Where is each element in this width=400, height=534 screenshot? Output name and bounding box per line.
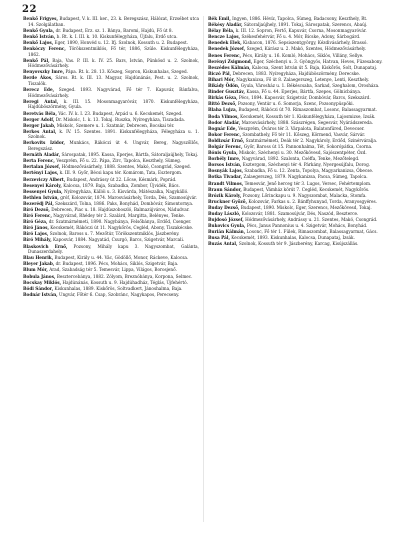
entry-text: Besztercebánya, 1882. Zólyom, Breznóbánya, Korpona, Selmec. <box>56 273 193 279</box>
directory-entry <box>23 207 199 213</box>
directory-entry <box>208 40 384 46</box>
entry-text: Nagyvárad, 1892. Szalonta, Cséffa, Tenke, Mezőtelegd. <box>241 156 360 162</box>
entry-name: Bernáth Aladár, <box>23 152 61 158</box>
directory-entry <box>208 71 384 77</box>
entry-text: Pécs, 1894. Kaposvár, Szigetvár, Dombóvár, Barcs, Szekszárd. <box>238 95 371 101</box>
entry-text: Budapest, V. k. III. ker., 23. k. Beregszász, Hálózat, Erzsébet utca 14. Szolgálatban. <box>28 16 199 27</box>
entry-name: Benedek József, <box>208 46 246 52</box>
entry-name: Botka Tivadar, <box>208 174 243 180</box>
entry-text: Pozsony, Mihály kapu 3. Nagyszombat, Galánta, Dunaszerdahely. <box>28 243 199 255</box>
directory-entry <box>23 183 199 189</box>
entry-name: Bertalan József, <box>23 164 61 170</box>
entry-name: Buday Dezső, <box>208 204 240 210</box>
entry-text: dr. Budapest, Erz. sz. 1. Bánya, Baromi, Hajdú, Fő út 8. <box>55 27 173 33</box>
directory-entry <box>23 231 199 237</box>
entry-text: Budapest, Vámház körút 7. Cegléd, Kecskemét, Nagykőrös. <box>243 186 370 192</box>
entry-text: Debrecen, Piac u. 18. Hajdúszoboszló, Balmazújváros, Nádudvar. <box>51 207 190 212</box>
directory-entry <box>208 28 384 34</box>
directory-entry <box>23 292 199 298</box>
entry-text: k. IV. 15. Szentes. 1891. Kiskunfélegyháza, Félegyháza u. 1. Szolnok. <box>28 128 199 140</box>
entry-text: Kaposvár, 1884. Nagyatád, Csurgó, Barcs, Szigetvár, Marcali. <box>53 237 185 243</box>
directory-entry <box>23 99 199 110</box>
left-column <box>23 16 199 528</box>
entry-text: Sáros. Rt. k. III. 13. Magyar, Hajdúnánás, Pest. u. 2. Szolnok, Tiszalök. <box>28 75 199 87</box>
directory-entry <box>208 156 384 162</box>
entry-text: Eger, Széchenyi u. 3. Gyöngyös, Hatvan, Heves, Füzesabony. <box>253 58 383 64</box>
entry-text: Veszprém, Óváros tér 3. Várpalota, Balatonfüred, Devecser. <box>238 125 365 131</box>
directory-entry <box>23 34 199 40</box>
entry-text: Dr. Miskolc, 1. k. 13. Tokaj. Ruszka, Nyíregyháza, Tiszadada. <box>55 116 186 122</box>
column-divider <box>203 16 204 522</box>
directory-entry <box>23 123 199 129</box>
entry-text: k. III. 15. Mosonmagyaróvár, 1870. Kiskunfélegyháza, Hajdúböszörmény, Gyula. <box>28 98 199 110</box>
entry-name: Bélay Béla, <box>208 28 235 34</box>
directory-entry <box>208 22 384 28</box>
entry-name: Bíró Dezső, <box>23 207 50 212</box>
entry-text: Győr, Baross út 15. Pannonhalma, Tét, Sokorópátka, Csorna. <box>243 143 373 149</box>
entry-name: Bobula János, <box>23 273 56 279</box>
entry-name: Bujdosó József, <box>208 217 244 223</box>
entry-text: Losonc, Fő tér 1. Fülek, Rimaszombat, Balassagyarmat, Gács. <box>246 229 378 235</box>
entry-name: Boda Vilmos, <box>208 113 239 119</box>
entry-text: Budapest, 1890. Miskolc, Eger, Szerencs, Mezőkövesd, Tokaj. <box>240 204 372 210</box>
entry-text: Kiskunhalas, 1889. Kiskőrös, Soltvadkert, Jánoshalma, Baja. <box>54 285 183 291</box>
entry-text: Hajdúnánás, Kossuth u. 9. Hajdúhadház, Téglás, Újfehértó. <box>62 279 188 285</box>
entry-name: Berger Adolf, <box>23 116 55 122</box>
entry-name: Blau Henrik, <box>23 255 54 261</box>
entry-text: Hódmezővásárhely, Andrássy u. 21. Szentes, Makó, Csongrád. <box>245 217 378 223</box>
entry-name: Bihari Mór, <box>208 76 235 82</box>
entry-text: Kassa, Fő u. 44. Eperjes, Bártfa, Szepes, Gölnicbánya. <box>246 89 362 95</box>
entry-name: Benkő Lajos, <box>23 39 54 45</box>
directory-entry <box>23 274 199 280</box>
directory-entry <box>23 213 199 219</box>
entry-name: Bék Emil, <box>208 16 231 21</box>
entry-text: Nyíregyháza, Kállói u. 3. Kisvárda, Mátészalka, Nagykálló. <box>63 188 189 194</box>
entry-name: Berecz Ede, <box>23 87 55 93</box>
entry-text: Szeged, Kárász u. 2. Makó, Szentes, Hódmezővásárhely. <box>246 46 367 52</box>
entry-text: Miskolc, Szemere u. 1. Szatmár, Debrecen, Bocskai tér. <box>56 122 175 128</box>
entry-name: Bethlen István, <box>23 194 59 200</box>
entry-name: Beszédes Kálmán, <box>208 64 251 70</box>
directory-entry <box>208 241 384 247</box>
entry-name: Bognár Ede, <box>208 125 237 131</box>
entry-name: Borsos István, <box>208 162 242 168</box>
entry-name: Beretvás Béla, <box>23 110 57 116</box>
directory-entry <box>23 219 199 225</box>
entry-text: Sátoraljaújhely, 1891. Tokaj, Sárospatak, Szerencs, Abaúj. <box>243 22 368 28</box>
directory-entry <box>23 87 199 98</box>
entry-text: Veszprém, Fő u. 22. Pápa, Zirc, Tapolca, Keszthely, Sümeg. <box>56 158 182 164</box>
directory-entry <box>23 152 199 158</box>
directory-entry <box>23 201 199 207</box>
entry-text: Szombathely, Fő tér 11. Kőszeg, Körmend, Vasvár, Sárvár. <box>242 131 366 137</box>
directory-entry <box>23 46 199 57</box>
entry-name: Bencze Lajos, <box>208 34 241 40</box>
entry-text: Pécs, Király u. 16. Komló, Mohács, Siklós, Villány, Sellye. <box>242 52 364 58</box>
entry-name: Bolgár Ferenc, <box>208 143 243 149</box>
directory-entry <box>23 170 199 176</box>
entry-text: Arad, Szabadság tér 5. Temesvár, Lippa, Világos, Borosjenő. <box>49 267 177 273</box>
entry-text: gróf, Kolozsvár, 1874. Marosvásárhely, Torda, Dés, Szamosújvár. <box>60 194 197 200</box>
directory-entry <box>208 126 384 132</box>
directory-entry <box>23 267 199 273</box>
directory-entry <box>23 195 199 201</box>
entry-text: Szekszárd, Tolna, 1886. Paks, Bonyhád, Dombóvár, Simontornya. <box>55 200 194 206</box>
entry-name: Bezerédj Pál, <box>23 200 54 206</box>
directory-entry <box>23 111 199 117</box>
directory-entry <box>23 58 199 69</box>
entry-name: Békésy Aladár, <box>208 22 243 28</box>
entry-name: Bertényi Lajos, <box>23 170 59 176</box>
entry-name: Buzás Antal, <box>208 241 238 247</box>
entry-text: Zalaegerszeg, 1879. Nagykanizsa, Pacsa, Sümeg, Tapolca. <box>243 174 368 180</box>
directory-entry <box>23 244 199 255</box>
entry-name: Bleyer Jakab, <box>23 261 55 267</box>
entry-text: Szatmárnémeti, Deák tér 2. Nagykároly, Erdőd, Szinérváralja. <box>245 137 378 143</box>
entry-text: Szolnok, Kossuth tér 9. Jászberény, Karcag, Kisújszállás. <box>238 241 359 247</box>
entry-text: k. III. 9. Győr, Bécsi kapu tér. Komárom, Tata, Esztergom. <box>59 170 183 176</box>
entry-text: Vác. IV. k. I. 23. Budapest, Árpád u. 6. Kecskemét, Szeged. <box>58 110 183 116</box>
entry-text: Debrecen, 1883. Nyíregyháza, Hajdúböszörmény, Derecske. <box>232 70 361 76</box>
entry-name: Berde Ákos, <box>23 75 53 81</box>
entry-name: Berzeviczy Albert, <box>23 176 66 182</box>
entry-text: Kolozsvár, Farkas u. 2. Bánffyhunyad, Torda, Aranyosgyéres. <box>248 198 378 204</box>
directory-entry <box>208 193 384 199</box>
directory-entry <box>208 199 384 205</box>
entry-name: Blaha Lujza, <box>208 107 238 113</box>
directory-entry <box>208 53 384 59</box>
directory-entry <box>208 187 384 193</box>
entry-text: Szeged. 1893. Nagyvárad, Fő tér 7. Kapuvár, Bánfalva, Hódmezővásárhely. <box>28 87 199 98</box>
entry-text: Kecskemét, Rákóczi út 11. Nagykőrös, Cegléd, Abony, Tiszakécske. <box>50 225 194 231</box>
entry-text: Ungvár, Főtér 6. Csap, Szobránc, Nagykapos, Perecseny. <box>58 291 180 297</box>
directory-entry <box>23 75 199 86</box>
entry-name: Bíró Mihály, <box>23 237 52 243</box>
directory-entry <box>208 181 384 187</box>
entry-text: k. III. 12. Sopron, Fertő, Kapuvár, Csorna, Mosonmagyaróvár. <box>235 28 367 34</box>
entry-text: Ingyen, 1886. Hévíz, Tapolca, Sümeg, Badacsony, Keszthely, Rt. <box>232 16 368 21</box>
directory-entry <box>208 34 384 40</box>
entry-name: Bittó Dezső, <box>208 101 237 107</box>
entry-text: Pozsony, Ventúr u. 6. Somorja, Szenc, Pozsonypüspöki. <box>237 101 354 107</box>
directory-entry <box>23 129 199 140</box>
entry-name: Borbély Imre, <box>208 156 241 162</box>
directory-entry <box>23 280 199 286</box>
directory-entry <box>208 46 384 52</box>
directory-entry <box>23 164 199 170</box>
entry-text: Pápa. Rt. k. 28. 13. Kőszeg, Sopron, Kiskunhalas, Szeged. <box>65 69 189 75</box>
entry-text: Szolnok, Baross u. 7. Mezőtúr, Törökszentmiklós, Jászberény. <box>49 231 180 237</box>
entry-text: Marosvásárhely, 1888. Szászrégen, Segesvár, Nyárádszereda. <box>241 119 374 125</box>
directory-entry <box>208 168 384 174</box>
entry-name: Benkő Pál, <box>23 57 50 63</box>
entry-text: dr. Szatmárnémeti, 1890. Nagybánya, Felsőbánya, Erdőd, Csenger. <box>48 219 192 225</box>
directory-entry <box>23 237 199 243</box>
entry-name: Bocskay Miklós, <box>23 279 62 285</box>
entry-text: Eger, 1890, Honvéd u. 12. Ifj. Szolnok, Kossuth u. 2. Budapest. <box>54 39 189 45</box>
entry-text: Kecskemét, 1893. Kiskunhalas, Kalocsa, Dunapataj, Izsák. <box>231 235 355 241</box>
entry-name: Berta Ferenc, <box>23 158 55 164</box>
entry-text: dr. Budapest, 1896. Pécs, Mohács, Siklós, Szigetvár, Baja. <box>55 261 179 267</box>
directory-entry <box>208 101 384 107</box>
directory-entry <box>208 144 384 150</box>
directory-entry <box>23 40 199 46</box>
entry-name: Bessenyei Gyula, <box>23 188 63 194</box>
entry-name: Bodnár István, <box>23 291 58 297</box>
entry-name: Buday László, <box>208 211 241 216</box>
entry-name: Boldizsár Ernő, <box>208 137 245 143</box>
entry-text: Kisbacon, 1876. Sepsiszentgyörgy, Kézdivásárhely, Brassó. <box>243 40 368 46</box>
directory-entry <box>208 150 384 156</box>
entry-text: Budapest, Király u. 44. Vác, Gödöllő, Monor, Ráckeve, Kalocsa. <box>54 255 189 261</box>
entry-name: Bokor Ferenc, <box>208 131 242 137</box>
entry-name: Blaskovich Ernő, <box>23 243 68 249</box>
directory-entry <box>23 16 199 27</box>
directory-entry <box>208 205 384 211</box>
entry-text: Miskolc, Széchenyi u. 30. Mezőkövesd, Sajószentpéter, Ózd. <box>238 150 367 156</box>
entry-name: Braun Sándor, <box>208 186 242 192</box>
entry-text: Sárospatak, 1895. Kassa, Eperjes, Bártfa, Sátoraljaújhely, Tokaj. <box>61 152 199 158</box>
directory-entry <box>208 138 384 144</box>
entry-name: Berkovits Izidor, <box>23 140 65 146</box>
entry-text: Gyula, Városház u. 1. Békéscsaba, Sarkad, Szeghalom, Orosháza. <box>240 83 380 89</box>
directory-entry <box>23 261 199 267</box>
directory-entry <box>208 211 384 217</box>
entry-text: Kecskemét, Kossuth tér 1. Kiskunfélegyháza, Lajosmizse, Izsák. <box>240 113 376 119</box>
entry-text: Nagykanizsa, Fő út 8. Zalaegerszeg, Letenye, Lenti, Keszthely. <box>236 76 370 82</box>
directory-entry <box>208 16 384 22</box>
directory-entry <box>208 114 384 120</box>
directory-entry <box>208 120 384 126</box>
entry-name: Burián Kálmán, <box>208 229 246 235</box>
entry-text: Székesfehérvár, Fő u. 4. Mór, Bicske, Adony, Sárbogárd. <box>241 34 361 40</box>
directory-entry <box>208 95 384 101</box>
entry-text: Munkács, Rákóczi út 4. Ungvár, Bereg, Nagyszőllős, Beregszász. <box>28 140 199 152</box>
directory-entry <box>23 225 199 231</box>
directory-entry <box>23 189 199 195</box>
directory-entry <box>23 117 199 123</box>
entry-text: Kalocsa, 1879. Baja, Szabadka, Zombor, Újvidék, Bács. <box>63 182 180 188</box>
entry-name: Beregi Antal, <box>23 98 59 104</box>
directory-entry <box>208 174 384 180</box>
entry-name: Bukovics Gyula, <box>208 223 246 229</box>
directory-entry <box>23 286 199 292</box>
entry-text: Esztergom, Széchenyi tér 4. Párkány, Nyergesújfalu, Dorog. <box>242 162 371 168</box>
entry-name: Benkő István, <box>23 33 56 39</box>
directory-entry <box>208 223 384 229</box>
entry-name: Benyovszky Imre, <box>23 69 65 75</box>
entry-name: Bódi Sándor, <box>23 285 54 291</box>
entry-name: Benkő Frigyes, <box>23 16 58 21</box>
directory-entry <box>208 217 384 223</box>
entry-name: Berényi Zsigmond, <box>208 58 253 64</box>
entry-name: Busa Pál, <box>208 235 230 241</box>
entry-text: Nagyvárad, Rhédey tér 2. Szalárd, Margitta, Belényes, Tenke. <box>53 213 185 219</box>
entry-name: Besenyei Károly, <box>23 182 62 188</box>
directory-entry <box>208 59 384 65</box>
directory-entry <box>208 83 384 89</box>
directory-entry <box>208 162 384 168</box>
entry-text: Pozsony, Lőrinckapu u. 9. Nagyszombat, Malacka, Stomfa. <box>242 192 367 198</box>
directory-entry <box>23 158 199 164</box>
entry-name: Bosnyák Lajos, <box>208 168 244 174</box>
right-column <box>208 16 384 528</box>
entry-name: Bikády Ödön, <box>208 83 240 89</box>
entry-text: Baja, Vas. P. III. k. IV. 25. Bars, István, Pünkösd u. 2. Szolnok, Hódmezővásárhely. <box>28 57 199 69</box>
entry-text: Törökszentmiklós, Fő tér, 1886, Szüle. Kiskunfélegyháza, 1862. <box>28 45 199 57</box>
entry-name: Bíró János, <box>23 225 49 231</box>
entry-name: Brandt Vilmos, <box>208 180 244 186</box>
directory-entry <box>208 235 384 241</box>
entry-name: Bíró Ferenc, <box>23 213 52 219</box>
page-number: 22 <box>22 4 37 15</box>
directory-entry <box>208 132 384 138</box>
entry-name: Brózik Károly, <box>208 192 242 198</box>
entry-name: Bíró Lajos, <box>23 231 49 237</box>
entry-text: Hódmezővásárhely, 1888. Szentes, Makó, Csongrád, Szeged. <box>61 164 191 170</box>
entry-name: Berkes Antal, <box>23 128 57 134</box>
directory-entry <box>208 65 384 71</box>
entry-name: Benkő Gyula, <box>23 27 55 33</box>
entry-text: Pécs, Janus Pannonius u. 4. Szigetvár, Mohács, Bonyhád. <box>246 223 368 229</box>
entry-name: Bónis Gyula, <box>208 150 238 156</box>
directory-entry <box>23 69 199 75</box>
entry-text: Budapest, Andrássy út 22. Lőcse, Késmárk, Poprád. <box>66 176 177 182</box>
entry-name: Biczó Pál, <box>208 70 232 76</box>
directory-entry <box>23 177 199 183</box>
directory-entry <box>208 107 384 113</box>
directory-entry <box>208 89 384 95</box>
entry-name: Berger Jakab, <box>23 122 56 128</box>
entry-name: Benes Ferenc, <box>208 52 242 58</box>
directory-entry <box>208 229 384 235</box>
entry-name: Blum Mór, <box>23 267 48 273</box>
entry-text: Kalocsa, Szent István út 5. Baja, Kiskőrös, Solt, Dunapataj. <box>251 64 378 70</box>
entry-text: Kolozsvár, 1881. Szamosújvár, Dés, Naszód, Beszterce. <box>241 211 359 216</box>
entry-name: Bruckner Győző, <box>208 198 248 204</box>
entry-name: Binder Gusztáv, <box>208 89 245 95</box>
directory-entry <box>208 77 384 83</box>
entry-text: Budapest, Rákóczi út 70. Rimaszombat, Losonc, Balassagyarmat. <box>238 107 378 113</box>
entry-name: Benkóczy Ferenc, <box>23 45 66 51</box>
directory-entry <box>23 28 199 34</box>
entry-text: b. Rt. k. I. III. k. 10. Kiskunfélegyháza, Újfalu, Erdő utca. <box>56 33 178 39</box>
entry-name: Bíró Géza, <box>23 219 48 225</box>
entry-name: Bodor Aladár, <box>208 119 241 125</box>
entry-name: Benedek Elek, <box>208 40 242 46</box>
entry-text: Szabadka, Fő u. 12. Zenta, Topolya, Magyarkanizsa, Óbecse. <box>244 168 374 174</box>
directory-entry <box>23 255 199 261</box>
entry-text: Temesvár, Jenő herceg tér 3. Lugos, Versec, Fehértemplom. <box>244 180 372 186</box>
entry-name: Birkás Géza, <box>208 95 238 101</box>
directory-entry <box>23 140 199 151</box>
